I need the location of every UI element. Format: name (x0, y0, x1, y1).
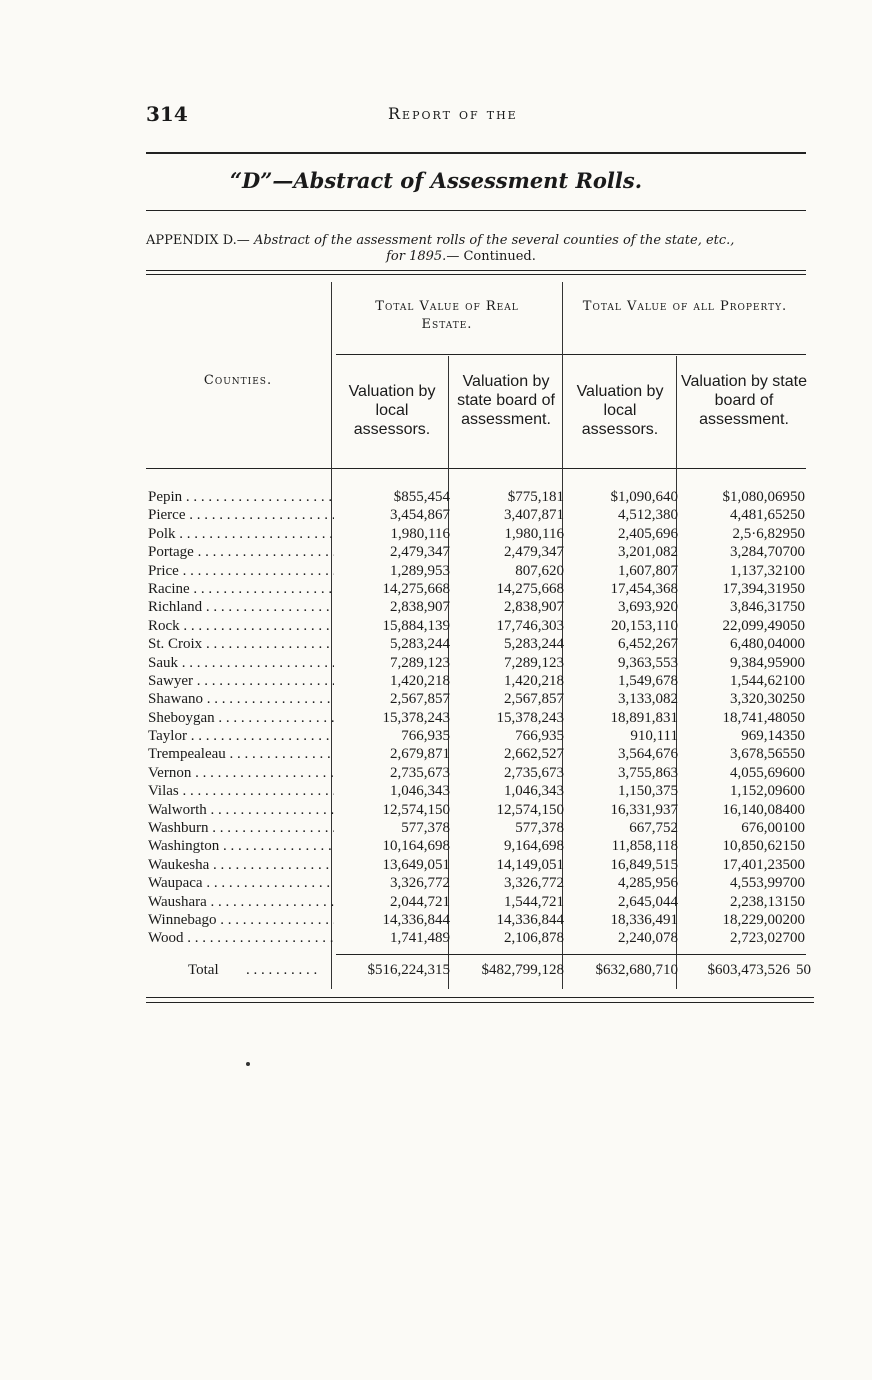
re-local-value: 1,046,343 (390, 783, 450, 800)
table-row (146, 837, 826, 855)
all-local-value: 2,405,696 (618, 525, 678, 542)
re-local-value: 766,935 (401, 728, 450, 745)
all-local-value: 4,285,956 (618, 875, 678, 892)
re-local-value: 2,567,857 (390, 691, 450, 708)
group-header-rule (336, 354, 806, 355)
table-top-rule-2 (146, 274, 806, 275)
table-top-rule-1 (146, 270, 806, 271)
cents-value: 50 (790, 709, 805, 726)
cents-value: 00 (790, 672, 805, 689)
total-re-local: $516,224,315 (367, 962, 450, 978)
all-state-value: 16,140,084 (722, 801, 790, 818)
county-name: Sauk . . . (148, 654, 334, 672)
re-local-value: 5,283,244 (390, 636, 450, 653)
re-state-value: 14,275,668 (496, 580, 564, 597)
re-local-value: 2,679,871 (390, 746, 450, 763)
all-local-value: 4,512,380 (618, 507, 678, 524)
re-local-value: 10,164,698 (382, 838, 450, 855)
all-local-value: $1,090,640 (610, 489, 678, 505)
table-bottom-rule-1 (146, 997, 814, 998)
re-state-value: 2,662,527 (504, 746, 564, 763)
county-name: Winnebago . . . (148, 911, 334, 929)
re-state-value: 14,149,051 (496, 856, 564, 873)
all-local-value: 11,858,118 (611, 838, 678, 855)
re-local-value: 15,884,139 (382, 617, 450, 634)
total-top-rule (336, 954, 806, 955)
table-row (146, 819, 826, 837)
all-state-value: 17,401,235 (722, 856, 790, 873)
all-state-header: Valuation by state board of assessment. (680, 373, 807, 428)
county-name: Portage . . . (148, 543, 334, 561)
re-state-value: 15,378,243 (496, 709, 564, 726)
table-row (146, 488, 826, 506)
all-local-value: 18,336,491 (610, 911, 678, 928)
total-label: Total (188, 962, 219, 978)
table-row (146, 764, 826, 782)
cents-value: 00 (790, 562, 805, 579)
cents-value: 50 (790, 893, 805, 910)
re-local-value: 3,454,867 (390, 507, 450, 524)
all-local-value: 1,549,678 (618, 672, 678, 689)
re-local-value: 7,289,123 (390, 654, 450, 671)
county-name: Rock . . . (148, 617, 334, 635)
top-rule (146, 152, 806, 154)
re-local-value: 1,420,218 (390, 672, 450, 689)
all-local-value: 16,331,937 (610, 801, 678, 818)
re-state-value: 9,164,698 (504, 838, 564, 855)
re-local-value: 2,735,673 (390, 764, 450, 781)
appendix-label: APPENDIX D.— (146, 233, 250, 248)
re-local-value: 2,838,907 (390, 599, 450, 616)
table-row (146, 856, 826, 874)
cents-value: 00 (790, 911, 805, 928)
all-state-value: 969,143 (741, 728, 790, 745)
county-name: Waushara . . . (148, 893, 334, 911)
table-row (146, 598, 826, 616)
re-local-value: 1,980,116 (390, 525, 450, 542)
all-state-value: 4,055,696 (730, 764, 790, 781)
all-local-value: 1,607,807 (618, 562, 678, 579)
all-state-value: 2,5·6,829 (732, 525, 790, 542)
cents-value: 50 (790, 525, 805, 542)
header-bottom-rule (146, 468, 806, 469)
all-local-value: 3,133,082 (618, 691, 678, 708)
all-state-value: 10,850,621 (722, 838, 790, 855)
county-name: Taylor . . . (148, 727, 334, 745)
all-local-value: 910,111 (630, 728, 678, 745)
re-state-value: 17,746,303 (496, 617, 564, 634)
re-state-value: 2,735,673 (504, 764, 564, 781)
all-state-value: 3,284,707 (730, 544, 790, 561)
table-row (146, 562, 826, 580)
table-row (146, 727, 826, 745)
all-local-value: 6,452,267 (618, 636, 678, 653)
all-property-group-header: Total Value of all Property. (582, 299, 788, 314)
all-local-header: Valuation by local assessors. (576, 383, 664, 438)
all-local-value: 16,849,515 (610, 856, 678, 873)
cents-value: 50 (790, 599, 805, 616)
running-head: Report of the (388, 104, 518, 123)
total-row (146, 960, 826, 980)
county-name: Polk . . . (148, 525, 334, 543)
table-row (146, 782, 826, 800)
all-state-value: 18,741,480 (722, 709, 790, 726)
table-row (146, 745, 826, 763)
all-state-value: 1,152,096 (730, 783, 790, 800)
re-state-value: 2,567,857 (504, 691, 564, 708)
re-state-value: 2,479,347 (504, 544, 564, 561)
re-local-value: $855,454 (393, 489, 450, 505)
county-name: Walworth . . . (148, 801, 334, 819)
total-all-state: $603,473,526 (707, 962, 790, 978)
re-state-value: 7,289,123 (504, 654, 564, 671)
all-state-value: 4,481,652 (730, 507, 790, 524)
re-state-value: 2,838,907 (504, 599, 564, 616)
re-local-value: 577,378 (401, 820, 450, 837)
cents-value: 00 (790, 820, 805, 837)
all-state-value: 4,553,997 (730, 875, 790, 892)
total-cents: 50 (796, 962, 811, 978)
county-name: Wood . . . (148, 929, 334, 947)
all-local-value: 667,752 (629, 820, 678, 837)
re-state-value: 1,980,116 (504, 525, 564, 542)
all-state-value: 22,099,490 (722, 617, 790, 634)
re-local-value: 2,044,721 (390, 893, 450, 910)
re-state-value: 1,544,721 (504, 893, 564, 910)
table-row (146, 893, 826, 911)
cents-value: 50 (790, 617, 805, 634)
re-state-value: $775,181 (507, 489, 564, 505)
table-row (146, 635, 826, 653)
all-state-value: 18,229,002 (722, 911, 790, 928)
real-estate-group-header: Total Value of Real Estate. (375, 299, 519, 332)
county-name: Shawano . . . (148, 690, 334, 708)
table-bottom-rule-2 (146, 1002, 814, 1003)
re-state-value: 3,407,871 (504, 507, 564, 524)
re-state-value: 766,935 (515, 728, 564, 745)
cents-value: 00 (790, 636, 805, 653)
all-local-value: 3,755,863 (618, 764, 678, 781)
county-name: Richland . . . (148, 598, 334, 616)
total-all-local: $632,680,710 (595, 962, 678, 978)
all-state-value: 17,394,319 (722, 580, 790, 597)
re-state-value: 5,283,244 (504, 636, 564, 653)
county-name: Sawyer . . . (148, 672, 334, 690)
all-local-value: 3,693,920 (618, 599, 678, 616)
title-rule (146, 210, 806, 211)
table-row (146, 929, 826, 947)
county-name: Washington . . . (148, 837, 334, 855)
cents-value: 50 (790, 507, 805, 524)
all-state-value: 1,137,321 (730, 562, 790, 579)
re-local-value: 1,741,489 (390, 930, 450, 947)
county-name: Vernon . . . (148, 764, 334, 782)
cents-value: 50 (790, 580, 805, 597)
re-state-value: 14,336,844 (496, 911, 564, 928)
all-local-value: 17,454,368 (610, 580, 678, 597)
county-name: Washburn . . . (148, 819, 334, 837)
county-name: Vilas . . . (148, 782, 334, 800)
cents-value: 00 (790, 764, 805, 781)
table-row (146, 672, 826, 690)
table-row (146, 874, 826, 892)
page-number: 314 (146, 102, 188, 126)
table-row (146, 617, 826, 635)
table-row (146, 543, 826, 561)
all-state-value: 676,001 (741, 820, 790, 837)
county-name: Racine . . . (148, 580, 334, 598)
re-local-value: 1,289,953 (390, 562, 450, 579)
total-re-state: $482,799,128 (481, 962, 564, 978)
county-name: Sheboygan . . . (148, 709, 334, 727)
re-state-value: 2,106,878 (504, 930, 564, 947)
county-name: Waupaca . . . (148, 874, 334, 892)
all-state-value: 3,320,302 (730, 691, 790, 708)
cents-value: 50 (790, 746, 805, 763)
re-state-value: 577,378 (515, 820, 564, 837)
all-local-value: 3,564,676 (618, 746, 678, 763)
appendix-description: Abstract of the assessment rolls of the several counties of the state, etc., (253, 233, 735, 248)
table-row (146, 690, 826, 708)
all-local-value: 18,891,831 (610, 709, 678, 726)
total-leader-dots: . . . . . . . . . . (246, 962, 318, 978)
all-local-value: 20,153,110 (611, 617, 678, 634)
re-local-value: 15,378,243 (382, 709, 450, 726)
re-state-value: 807,620 (515, 562, 564, 579)
re-local-value: 2,479,347 (390, 544, 450, 561)
table-row (146, 525, 826, 543)
cents-value: 00 (790, 783, 805, 800)
all-state-value: $1,080,069 (722, 489, 790, 505)
re-local-header: Valuation by local assessors. (348, 383, 436, 438)
table-row (146, 801, 826, 819)
counties-header: Counties. (203, 373, 273, 388)
re-state-header: Valuation by state board of assessment. (457, 373, 555, 428)
table-row (146, 580, 826, 598)
all-local-value: 1,150,375 (618, 783, 678, 800)
table-row (146, 709, 826, 727)
all-local-value: 3,201,082 (618, 544, 678, 561)
re-state-value: 1,046,343 (504, 783, 564, 800)
all-state-value: 9,384,959 (730, 654, 790, 671)
county-name: Pierce . . . (148, 506, 334, 524)
table-row (146, 506, 826, 524)
cents-value: 50 (790, 691, 805, 708)
cents-value: 50 (790, 489, 805, 505)
re-local-value: 3,326,772 (390, 875, 450, 892)
table-row (146, 911, 826, 929)
county-name: Trempealeau . . . (148, 745, 334, 763)
cents-value: 00 (790, 654, 805, 671)
all-state-value: 1,544,621 (730, 672, 790, 689)
cents-value: 00 (790, 544, 805, 561)
cents-value: 00 (790, 930, 805, 947)
cents-value: 00 (790, 875, 805, 892)
table-row (146, 654, 826, 672)
all-local-value: 2,240,078 (618, 930, 678, 947)
re-state-value: 3,326,772 (504, 875, 564, 892)
all-state-value: 2,723,027 (730, 930, 790, 947)
cents-value: 50 (790, 728, 805, 745)
all-state-value: 6,480,040 (730, 636, 790, 653)
all-state-value: 2,238,131 (730, 893, 790, 910)
all-local-value: 9,363,553 (618, 654, 678, 671)
county-name: St. Croix . . . (148, 635, 334, 653)
cents-value: 00 (790, 856, 805, 873)
county-name: Waukesha . . . (148, 856, 334, 874)
re-local-value: 13,649,051 (382, 856, 450, 873)
appendix-continued: — Continued. (446, 249, 536, 264)
county-name: Pepin . . . (148, 488, 334, 506)
all-state-value: 3,678,565 (730, 746, 790, 763)
re-state-value: 1,420,218 (504, 672, 564, 689)
re-state-value: 12,574,150 (496, 801, 564, 818)
county-name: Price . . . (148, 562, 334, 580)
all-local-value: 2,645,044 (618, 893, 678, 910)
re-local-value: 14,275,668 (382, 580, 450, 597)
re-local-value: 12,574,150 (382, 801, 450, 818)
appendix-caption (146, 233, 806, 265)
ink-speck (246, 1062, 250, 1066)
section-title: “D”—Abstract of Assessment Rolls. (229, 168, 643, 193)
cents-value: 50 (790, 838, 805, 855)
appendix-year: for 1895. (386, 249, 447, 264)
cents-value: 00 (790, 801, 805, 818)
re-local-value: 14,336,844 (382, 911, 450, 928)
table-body (146, 488, 826, 948)
all-state-value: 3,846,317 (730, 599, 790, 616)
